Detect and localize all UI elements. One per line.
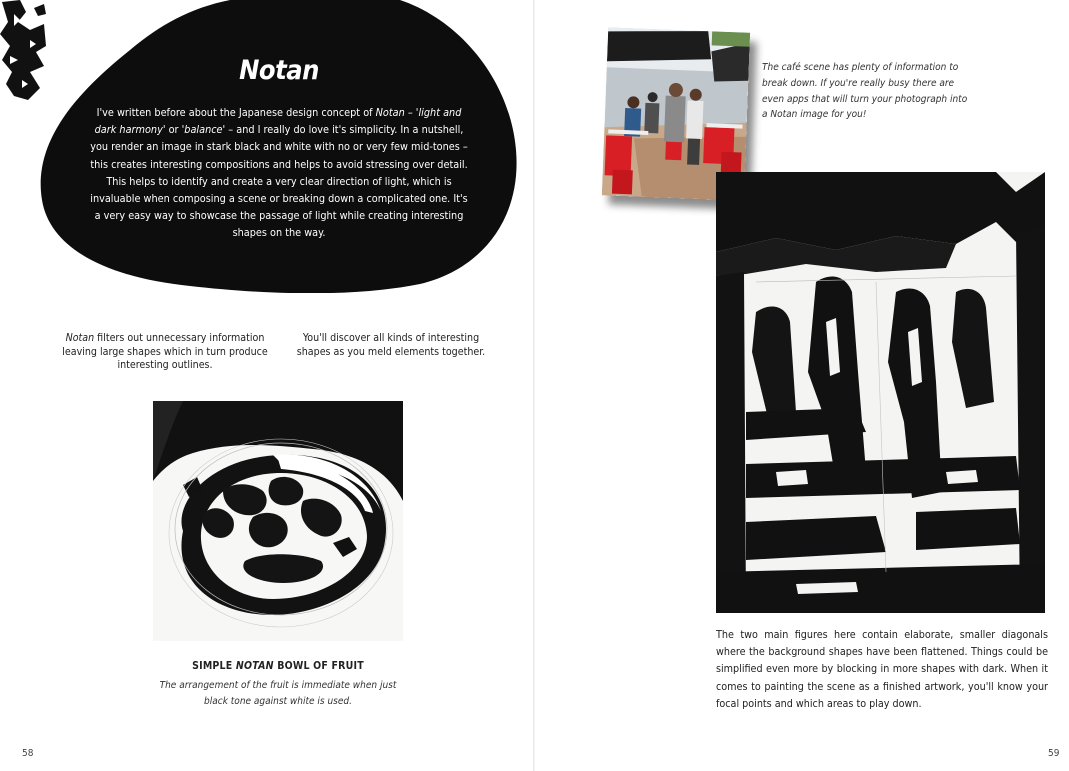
- fruit-heading: [153, 660, 403, 672]
- intro-paragraph: [88, 104, 470, 242]
- intro-text-2: Notan – 'light and dark harmony': [94, 106, 462, 137]
- page-number-right: 59: [1048, 748, 1060, 759]
- caption-notan-rest: filters out unnecessary information leaving large shapes which in turn produce interesting outlines.: [62, 332, 268, 371]
- page-title: Notan: [239, 55, 319, 86]
- intro-blob: [40, 0, 518, 293]
- caption-shapes: You'll discover all kinds of interesting shapes as you meld elements together.: [296, 332, 486, 358]
- street-scene-paragraph: The two main figures here contain elaborate, smaller diagonals where the background shapes have been flattened. Things could be simplified even more by blocking in more shapes with dark. When it comes to painting the scene as a finished artwork, you'll know your focal points and which areas to play down.: [716, 628, 1048, 710]
- intro-text-4: 'balance': [181, 123, 226, 137]
- fruit-bowl-notan-image: [153, 401, 403, 641]
- page-number-left: 58: [22, 748, 34, 759]
- cafe-caption-1: The café scene has plenty of information to break down. If you're really busy there are even apps that will turn your photograph into a: [762, 62, 968, 121]
- cafe-caption-3: image for you!: [797, 109, 867, 121]
- fruit-caption: The arrangement of the fruit is immediate when just black tone against white is used.: [159, 680, 397, 707]
- fruit-heading-post: BOWL OF FRUIT: [273, 660, 364, 672]
- intro-text-3: or: [165, 123, 182, 137]
- fruit-heading-notan: NOTAN: [235, 660, 274, 672]
- intro-text-1: I've written before about the Japanese design concept of: [96, 106, 376, 119]
- caption-notan-word: Notan: [65, 332, 95, 344]
- caption-notan-filters: [62, 332, 268, 373]
- cafe-caption-2: Notan: [770, 109, 798, 121]
- left-page: [0, 0, 534, 771]
- street-scene-notan-image: [716, 172, 1045, 613]
- intro-text-5: – and I really do love it's simplicity. In a nutshell, you render an image in stark black and white with no or very few mid-tones – this creates interesting compositions and helps to avoid stressing over detail. This helps to identify and create a very clear direction of light, which is invaluable when composing a scene or breaking down a complicated one. It's a very easy way to showcase the passage of light while creating interesting shapes on the way.: [90, 123, 468, 240]
- fruit-heading-pre: SIMPLE: [192, 660, 236, 672]
- cafe-caption: [762, 60, 972, 123]
